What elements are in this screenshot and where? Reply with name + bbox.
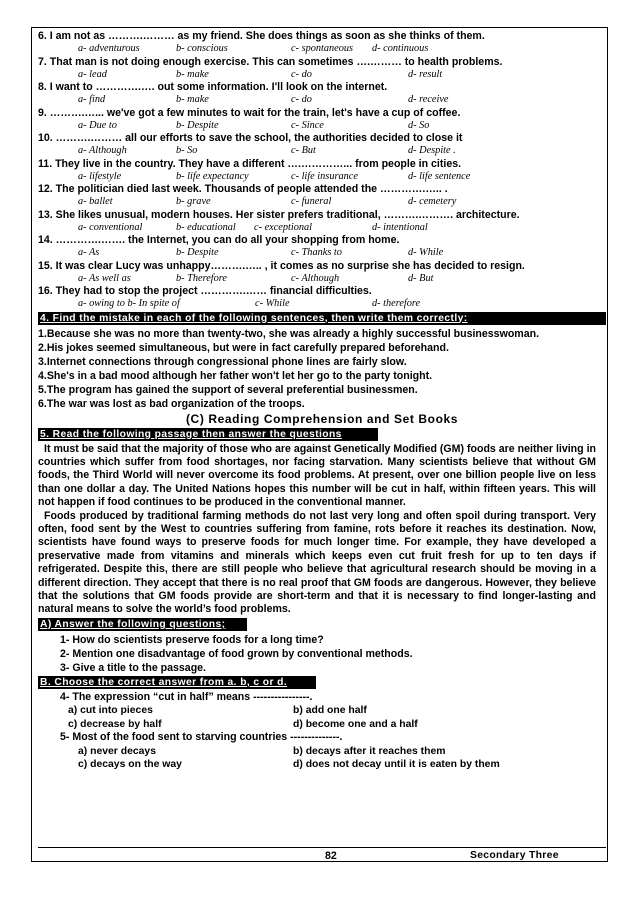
mistake-sentence: 1.Because she was no more than twenty-two, she was already a highly successful businesswoman. bbox=[38, 327, 540, 340]
vocab-option: b- life expectancy bbox=[176, 170, 249, 182]
vocab-option: c- Thanks to bbox=[291, 247, 342, 258]
vocab-option: a- Although bbox=[78, 145, 127, 156]
vocab-option: d- receive bbox=[408, 94, 449, 105]
vocab-question: 11. They live in the country. They have a different ….…………... from people in cities. bbox=[38, 157, 462, 170]
passage-heading: 5. Read the following passage then answer the questions bbox=[38, 428, 378, 441]
q5-option-c: c) decays on the way bbox=[78, 759, 182, 771]
vocab-option: d- So bbox=[408, 119, 430, 131]
vocab-question: 14. ………….……. the Internet, you can do all your shopping from home. bbox=[38, 234, 400, 246]
vocab-option: c- spontaneous bbox=[291, 43, 354, 54]
question-5: 5- Most of the food sent to starving countries --------------. bbox=[60, 731, 343, 744]
vocab-option: c- exceptional bbox=[254, 221, 313, 233]
mistake-sentence: 4.She's in a bad mood although her father won't let her go to the party tonight. bbox=[38, 369, 433, 382]
question-4-options-row-2 bbox=[38, 718, 606, 732]
vocab-option: c- life insurance bbox=[291, 170, 358, 182]
part-a-questions bbox=[38, 633, 606, 675]
vocab-options bbox=[38, 196, 606, 209]
vocab-option: c- But bbox=[291, 145, 316, 156]
vocab-option: b- Despite bbox=[176, 119, 219, 131]
question-4: 4- The expression “cut in half” means ----------------. bbox=[60, 690, 313, 703]
section-4-heading: 4. Find the mistake in each of the following sentences, then write them correctly: bbox=[38, 312, 606, 325]
q5-option-b: b) decays after it reaches them bbox=[293, 745, 446, 757]
vocab-option: c- While bbox=[255, 298, 290, 309]
vocab-option: a- As well as bbox=[78, 272, 131, 284]
vocab-option: b- make bbox=[176, 94, 209, 105]
question-5-options-row-2 bbox=[38, 758, 606, 772]
q5-option-a: a) never decays bbox=[78, 745, 156, 757]
mistake-sentence: 6.The war was lost as bad organization of the troops. bbox=[38, 397, 305, 410]
vocab-option: a- find bbox=[78, 94, 106, 105]
vocab-option: b- So bbox=[176, 145, 198, 156]
vocab-options bbox=[38, 222, 606, 235]
question-4-options-row-1 bbox=[38, 704, 606, 718]
grade-label: Secondary Three bbox=[470, 850, 559, 861]
vocab-option: d- life sentence bbox=[408, 170, 471, 182]
q4-option-c: c) decrease by half bbox=[68, 718, 162, 730]
part-a-heading: A) Answer the following questions; bbox=[38, 618, 247, 631]
vocab-option: b- grave bbox=[176, 196, 211, 207]
q5-option-d: d) does not decay until it is eaten by them bbox=[293, 759, 500, 771]
vocabulary-section bbox=[38, 30, 606, 311]
vocab-question: 16. They had to stop the project ………….…… financial difficulties. bbox=[38, 285, 372, 297]
vocab-options bbox=[38, 69, 606, 82]
vocab-question: 9. ……….…... we've got a few minutes to wait for the train, let's have a cup of coffee. bbox=[38, 106, 461, 119]
worksheet-content bbox=[38, 30, 606, 772]
q4-option-d: d) become one and a half bbox=[293, 718, 418, 730]
vocab-option: b- conscious bbox=[176, 43, 228, 54]
vocab-question: 12. The politician died last week. Thousands of people attended the ………….….. . bbox=[38, 183, 448, 195]
vocab-option: c- do bbox=[291, 68, 312, 80]
vocab-option: b- Despite bbox=[176, 247, 219, 258]
mistake-sentences bbox=[38, 327, 606, 411]
mistake-sentence: 5.The program has gained the support of several preferential businessmen. bbox=[38, 383, 418, 396]
vocab-question: 10. ……….……… all our efforts to save the school, the authorities decided to close it bbox=[38, 132, 463, 144]
q4-option-b: b) add one half bbox=[293, 705, 367, 717]
vocab-option: d- therefore bbox=[372, 298, 421, 309]
q4-option-a: a) cut into pieces bbox=[68, 705, 153, 717]
vocab-options bbox=[38, 298, 606, 311]
vocab-options bbox=[38, 120, 606, 133]
vocab-option: c- Although bbox=[291, 272, 340, 284]
vocab-question: 7. That man is not doing enough exercise. This can sometimes ….……… to health problems. bbox=[38, 55, 503, 68]
vocab-question: 8. I want to ………….…. out some information. I'll look on the internet. bbox=[38, 81, 388, 93]
vocab-option: c- funeral bbox=[291, 196, 332, 207]
vocab-question: 13. She likes unusual, modern houses. Her sister prefers traditional, ……….………. architecture. bbox=[38, 208, 520, 221]
vocab-question: 6. I am not as ……….……… as my friend. She does things as soon as she thinks of them. bbox=[38, 30, 485, 42]
vocab-option: a- owing to b- In spite of bbox=[78, 298, 180, 309]
passage-paragraph-1: It must be said that the majority of those who are against Genetically Modified (GM) foods are neither living in countries which suffer from food shortages, nor facing starvation. Many scientists believe that without GM foods, the Third World will never overcome its food problems. At present, over one billion people live on less than one dollar a day. The United Nations hopes this number will be cut in half, within fifteen years. This will not happen if food continues to be produced in the conventional manner. bbox=[38, 442, 596, 509]
vocab-option: d- Despite . bbox=[408, 145, 456, 156]
vocab-option: d- intentional bbox=[372, 221, 428, 233]
vocab-option: b- educational bbox=[176, 221, 236, 233]
vocab-option: a- Due to bbox=[78, 119, 117, 131]
footer-rule bbox=[38, 847, 606, 848]
question-5-options-row-1 bbox=[38, 745, 606, 759]
vocab-question: 15. It was clear Lucy was unhappy……….….. , it comes as no surprise she has decided to resign. bbox=[38, 259, 525, 272]
page-number: 82 bbox=[325, 850, 337, 862]
vocab-options bbox=[38, 247, 606, 260]
section-c-title: (C) Reading Comprehension and Set Books bbox=[185, 411, 459, 426]
vocab-options bbox=[38, 43, 606, 56]
vocab-option: d- continuous bbox=[372, 43, 429, 54]
mistake-sentence: 2.His jokes seemed simultaneous, but were in fact carefully prepared beforehand. bbox=[38, 341, 449, 354]
vocab-options bbox=[38, 171, 606, 184]
vocab-option: d- But bbox=[408, 272, 434, 284]
vocab-option: b- Therefore bbox=[176, 272, 227, 284]
vocab-option: d- cemetery bbox=[408, 196, 457, 207]
vocab-option: d- result bbox=[408, 68, 443, 80]
passage-paragraph-2: Foods produced by traditional farming methods do not last very long and often spoil during transport. Very often, food sent by the West to countries suffering from famine, rots before it reaches its destination. Now, scientists have found ways to preserve foods for much longer time. For example, they have developed a preservative made from vitamins and minerals which keeps even cut fruit fresh for up to ten days if refrigerated. Despite this, there are still people who believe that agricultural research should be moving in a different direction. They accept that there is no real proof that GM foods are dangerous. However, they believe that the solutions that GM foods provide are short-term and that it is necessary to find longer-lasting and natural means to solve the world’s food problems. bbox=[38, 509, 596, 616]
comprehension-question: 3- Give a title to the passage. bbox=[60, 661, 207, 674]
mistake-sentence: 3.Internet connections through congressional phone lines are fairly slow. bbox=[38, 355, 407, 368]
comprehension-question: 1- How do scientists preserve foods for a long time? bbox=[60, 633, 324, 646]
vocab-option: c- Since bbox=[291, 119, 324, 131]
vocab-option: a- conventional bbox=[78, 221, 143, 233]
vocab-options bbox=[38, 145, 606, 158]
vocab-option: a- adventurous bbox=[78, 43, 140, 54]
vocab-option: a- lead bbox=[78, 68, 107, 80]
vocab-option: a- ballet bbox=[78, 196, 113, 207]
vocab-option: b- make bbox=[176, 68, 209, 80]
vocab-option: c- do bbox=[291, 94, 312, 105]
vocab-options bbox=[38, 94, 606, 107]
vocab-option: a- As bbox=[78, 247, 100, 258]
comprehension-question: 2- Mention one disadvantage of food grown by conventional methods. bbox=[60, 647, 413, 660]
part-b-heading: B. Choose the correct answer from a. b, c or d. bbox=[38, 676, 316, 689]
vocab-options bbox=[38, 273, 606, 286]
vocab-option: d- While bbox=[408, 247, 444, 258]
vocab-option: a- lifestyle bbox=[78, 170, 122, 182]
